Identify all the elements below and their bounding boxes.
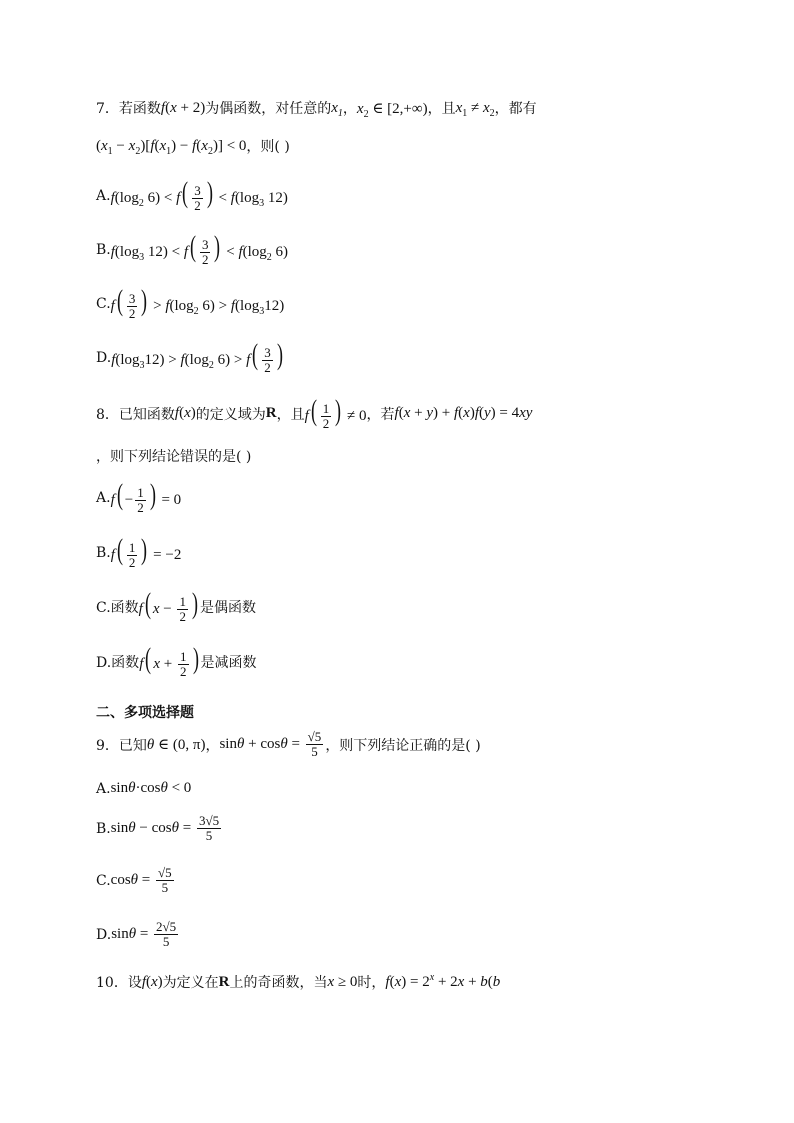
q9-theta-domain: θ ∈ (0, π) <box>146 737 206 754</box>
q9-option-a-formula: sinθ·cosθ < 0 <box>110 780 192 796</box>
q9-option-c-formula: cosθ = $\frac{√5}{5}$ <box>110 865 172 896</box>
q7-stem-text: 7．若函数 <box>96 101 161 117</box>
q8-option-d-formula: f( x + $\frac{1}{2}$ ) <box>139 642 199 680</box>
q7-stem-text-2: 为偶函数，对任意的 <box>205 101 332 117</box>
q10-stem-text-2: 为定义在 <box>162 975 219 991</box>
q7-option-c-formula: f( $\frac{3}{2}$ ) > $f(\log_2$ $6) > f(\log_312)$ <box>110 284 285 322</box>
q10-stem <box>96 972 500 992</box>
q8-option-a <box>96 480 181 515</box>
q9-sum-formula: sinθ + cosθ = $\frac{√5}{5}$ <box>219 729 322 760</box>
q8-stem-text-4: ，若 <box>366 406 395 423</box>
q10-condition: x ≥ 0 <box>327 973 358 990</box>
option-label: D.函数 <box>96 654 140 671</box>
q7-option-a-formula: $f(\log_2$ 6) < f( $\frac{3}{2}$ ) < $f(\log_3$ 12) <box>110 176 288 214</box>
q9-stem-text: 9．已知 <box>96 737 147 754</box>
option-label: D. <box>96 349 112 366</box>
q9-option-b <box>96 814 223 844</box>
option-label: A. <box>96 187 111 204</box>
q10-stem-text: 10．设 <box>96 975 142 991</box>
q8-option-b <box>96 535 181 570</box>
q7-option-b <box>96 232 288 267</box>
q8-stem-text-3: ，且 <box>276 406 305 423</box>
q8-functional-equation: f(x + y) + f(x)f(y) = 4xy <box>394 405 533 422</box>
option-label: C. <box>96 872 111 889</box>
q7-formula-f: f(x + 2) <box>160 99 206 116</box>
q7-condition-formula: $(x_1 - x_2)[f(x_1) - f(x_2)] < 0$ <box>96 137 247 157</box>
option-label: A. <box>96 489 111 506</box>
q8-option-a-formula: f( − $\frac{1}{2}$ ) = 0 <box>110 478 182 516</box>
q10-stem-text-3: 上的奇函数，当 <box>229 975 328 991</box>
q9-option-c <box>96 866 176 896</box>
q9-option-a <box>96 780 191 797</box>
q7-stem-text-3: ，且 <box>427 101 456 117</box>
q9-option-b-formula: sinθ − cosθ = $\frac{3√5}{5}$ <box>110 813 220 844</box>
q7-x1-neq-x2: $x_1 \ne x_2$ <box>455 99 495 119</box>
q10-formula: $f(x) = 2^x + 2x + b(b$ <box>385 971 501 990</box>
q7-stem-text-4: ，都有 <box>494 101 537 117</box>
option-label: C. <box>96 295 111 312</box>
q8-option-d-tail: 是减函数 <box>200 654 257 671</box>
q8-stem-text: 8．已知函数 <box>96 406 175 423</box>
q7-condition <box>96 136 290 156</box>
q7-option-d <box>96 340 285 375</box>
q8-stem <box>96 396 532 431</box>
q9-stem-text-2: ，则下列结论正确的是( ) <box>325 737 481 754</box>
q8-ask-text: ，则下列结论错误的是( ) <box>96 449 252 465</box>
q8-option-c-tail: 是偶函数 <box>199 599 256 616</box>
q8-nonzero-formula: f( $\frac{1}{2}$ ) ≠ 0 <box>304 394 367 432</box>
option-label: B. <box>96 544 111 561</box>
q7-option-a <box>96 178 288 213</box>
q7-x1: $x_1$ <box>331 99 343 119</box>
option-label: D. <box>96 926 112 943</box>
q8-fx: f(x) <box>174 405 196 422</box>
q9-option-d-formula: sinθ = $\frac{2√5}{5}$ <box>111 919 177 950</box>
option-label: C.函数 <box>96 599 139 616</box>
q7-stem: 7．若函数 f(x + 2) 为偶函数，对任意的 $x_1$ ， $x_2$ ∈ [2,+∞) ，且 $x_1 \ne x_2$ ，都有 <box>96 99 537 120</box>
q9-option-d <box>96 920 180 950</box>
option-label: B. <box>96 820 111 837</box>
q8-ask <box>96 446 251 466</box>
q8-option-c-formula: f( x − $\frac{1}{2}$ ) <box>138 587 198 625</box>
q7-ask: ，则( ) <box>246 139 290 155</box>
q8-option-d <box>96 644 257 679</box>
q7-option-d-formula: $f(\log_312) > f(\log_2$ 6) > f( $\frac{3}{2}$ ) <box>111 338 283 376</box>
q8-option-c <box>96 589 256 624</box>
q7-x2-domain: $x_2$ ∈ [2,+∞) <box>356 100 428 120</box>
q7-option-b-formula: $f(\log_3$ 12) < f( $\frac{3}{2}$ ) < $f(\log_2$ 6) <box>110 230 289 268</box>
q9-stem: 9．已知 θ ∈ (0, π) ， sinθ + cosθ = $\frac{√5}{5}$ ，则下列结论正确的是( ) <box>96 729 481 760</box>
q10-fx: f(x) <box>141 973 163 990</box>
option-label: B. <box>96 241 111 258</box>
q8-domain-R: R <box>265 405 277 422</box>
q10-stem-text-4: 时， <box>357 975 386 991</box>
option-label: A. <box>96 780 111 797</box>
q7-option-c <box>96 286 284 321</box>
q8-stem-text-2: 的定义域为 <box>195 406 266 423</box>
q10-domain-R: R <box>218 973 230 990</box>
q8-option-b-formula: f( $\frac{1}{2}$ ) = −2 <box>110 533 182 571</box>
section-heading: 二、多项选择题 <box>96 705 194 721</box>
